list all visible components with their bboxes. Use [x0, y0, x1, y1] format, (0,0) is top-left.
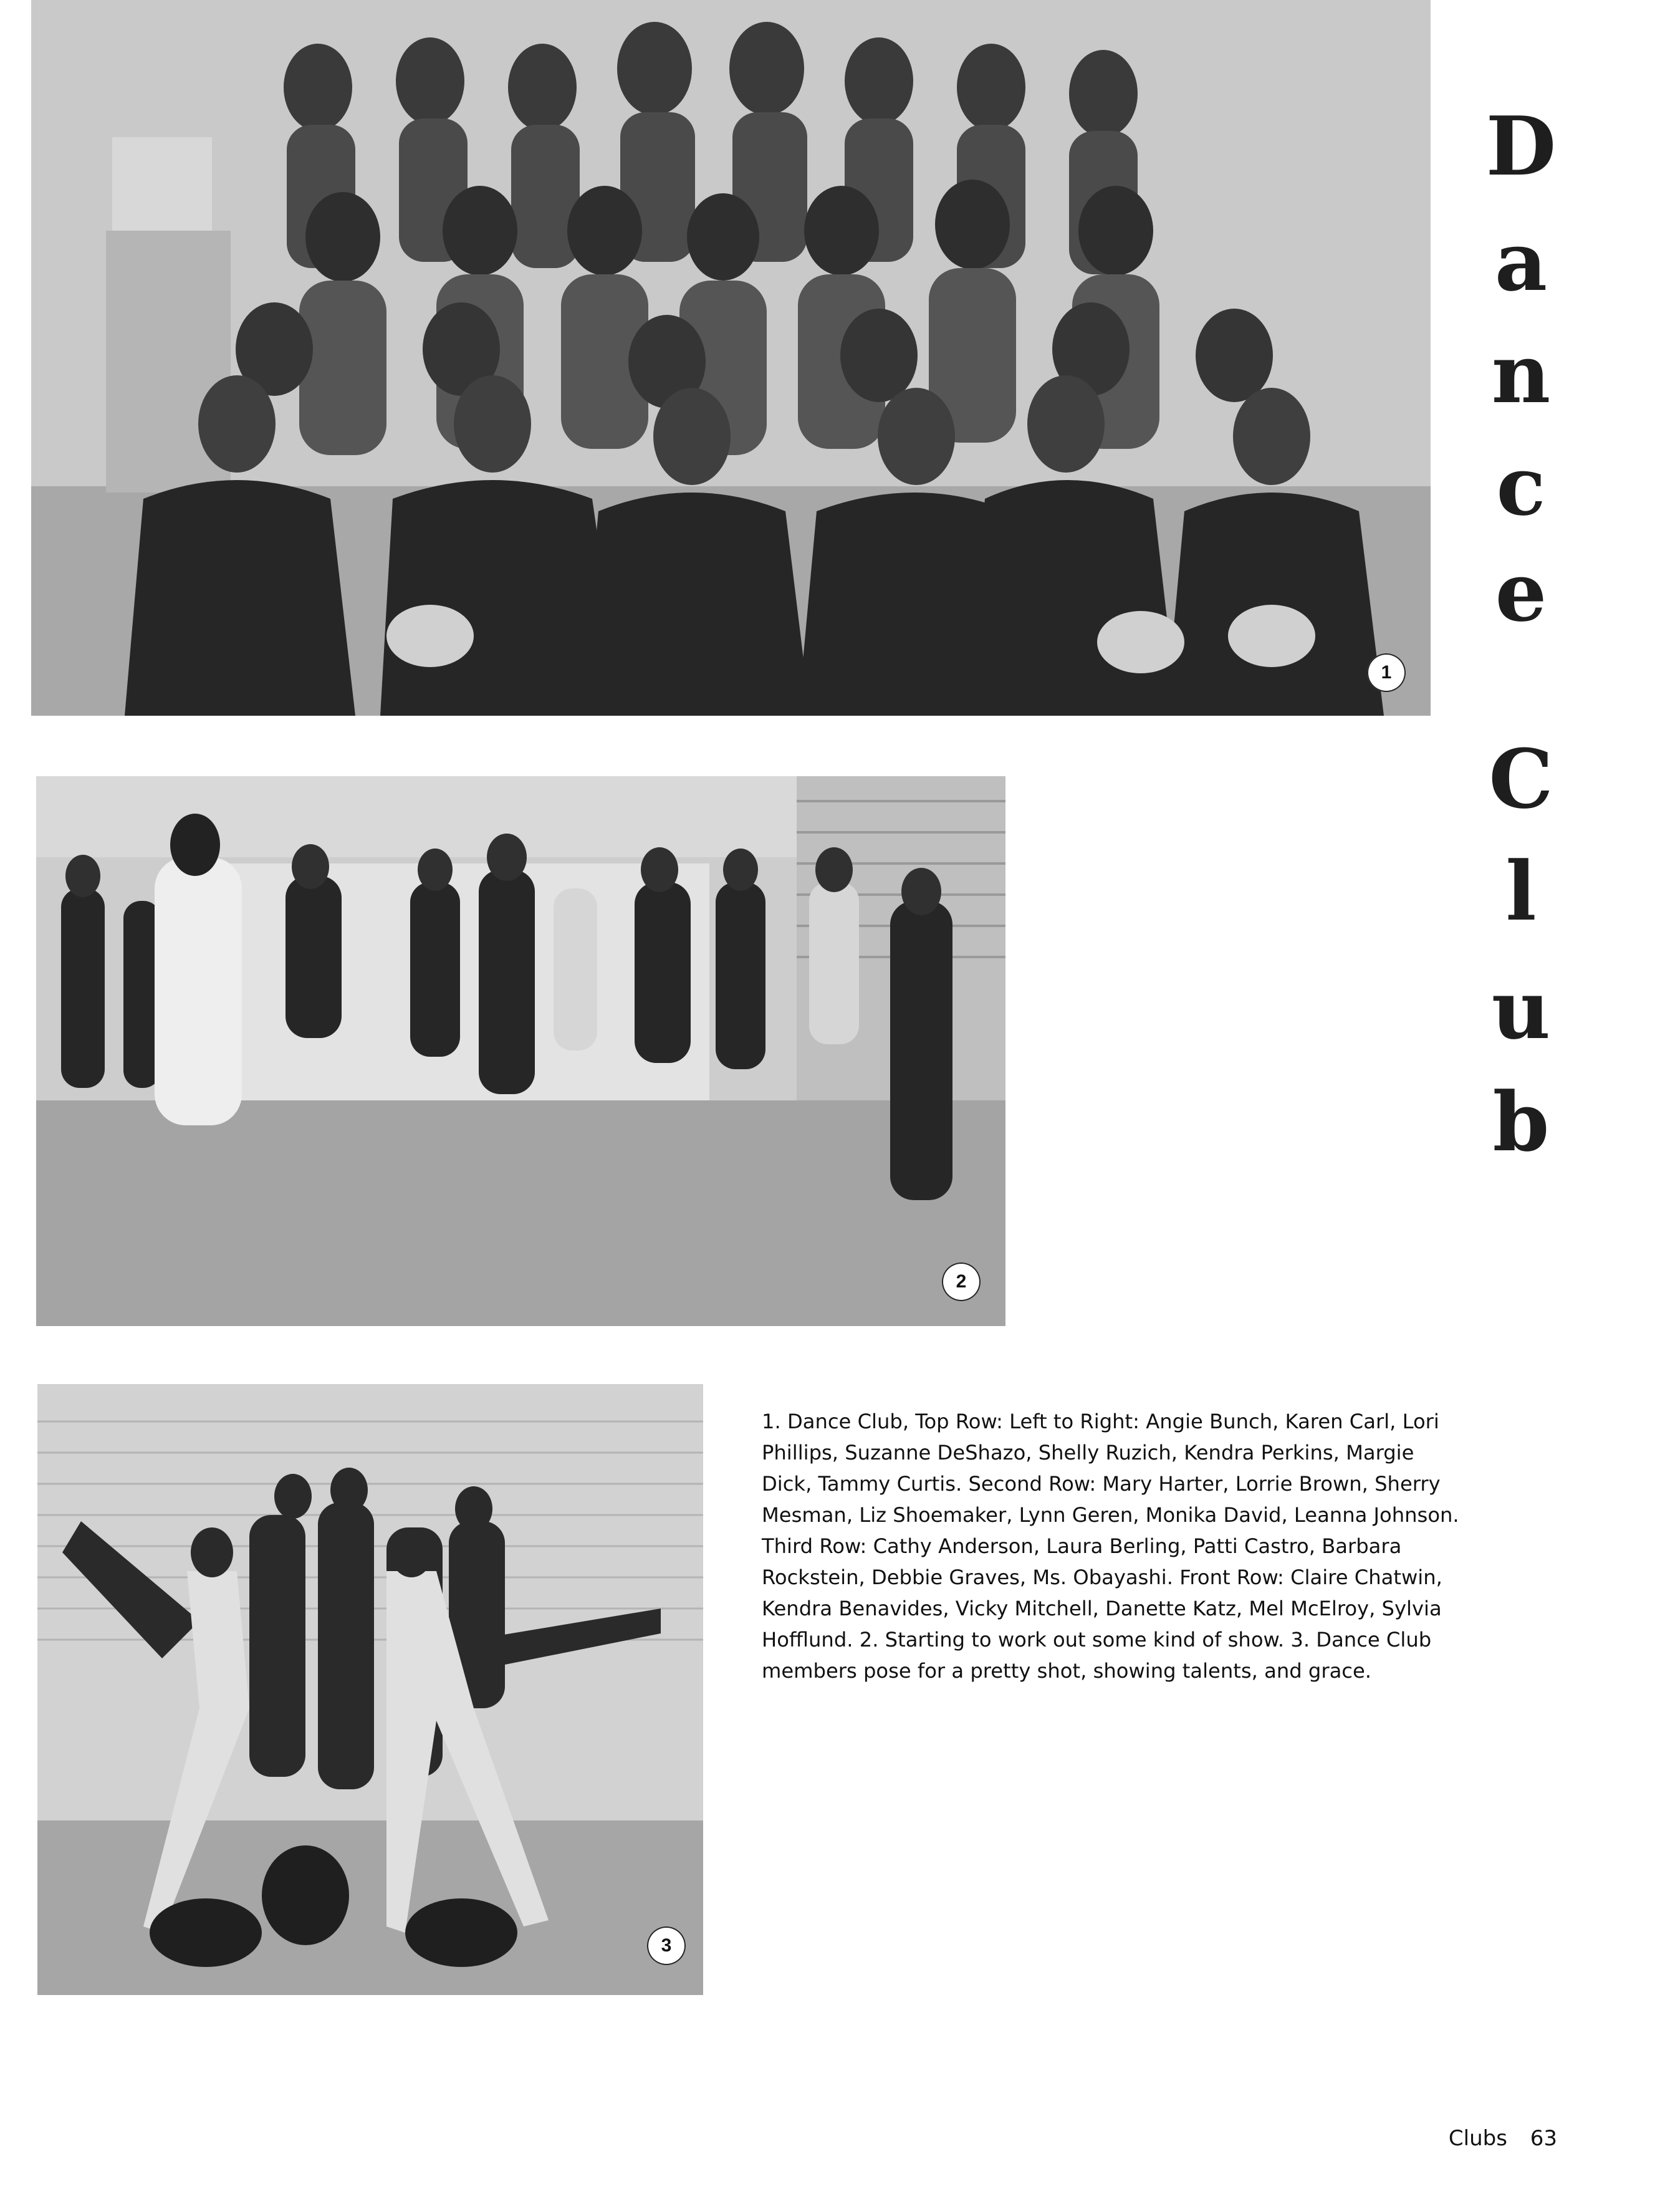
title-letter: b	[1492, 1074, 1550, 1170]
title-letter: u	[1491, 962, 1551, 1057]
title-letter: D	[1485, 99, 1557, 194]
title-letter: c	[1496, 438, 1546, 534]
group-portrait-illustration	[31, 0, 1431, 716]
photo-number-badge: 1	[1367, 653, 1406, 692]
title-letter: C	[1489, 731, 1553, 827]
photo-caption: 1. Dance Club, Top Row: Left to Right: Angie Bunch, Karen Carl, Lori Phillips, Suzanne DeShazo, Shelly Ruzich, Kendra Perkins, Margie Dick, Tammy Curtis. Second Row: Mary Harter, Lorrie Brown, Sherry Mesman, Liz Shoemaker, Lynn Geren, Monika David, Leanna Johnson. Third Row: Cathy Anderson, Laura Berling, Patti Castro, Barbara Rockstein, Debbie Graves, Ms. Obayashi. Front Row: Claire Chatwin, Kendra Benavides, Vicky Mitchell, Danette Katz, Mel McElroy, Sylvia Hofflund. 2. Starting to work out some kind of show. 3. Dance Club members pose for a pretty shot, showing talents, and grace.	[762, 1410, 1459, 1683]
rehearsal-illustration	[36, 776, 1005, 1326]
photo-rehearsal	[36, 776, 1005, 1326]
page-number: 63	[1530, 2126, 1557, 2151]
title-letter: a	[1494, 214, 1548, 309]
title-letter: n	[1491, 326, 1551, 421]
photo-number-badge: 3	[647, 1926, 686, 1965]
photo-formation	[37, 1384, 703, 1995]
photo-number-badge: 2	[942, 1262, 981, 1301]
title-letter: l	[1505, 844, 1537, 939]
formation-illustration	[37, 1384, 703, 1995]
page-footer	[1449, 2126, 1557, 2151]
title-letter: e	[1495, 544, 1547, 640]
footer-section: Clubs	[1448, 2126, 1507, 2151]
photo-group-portrait	[31, 0, 1431, 716]
